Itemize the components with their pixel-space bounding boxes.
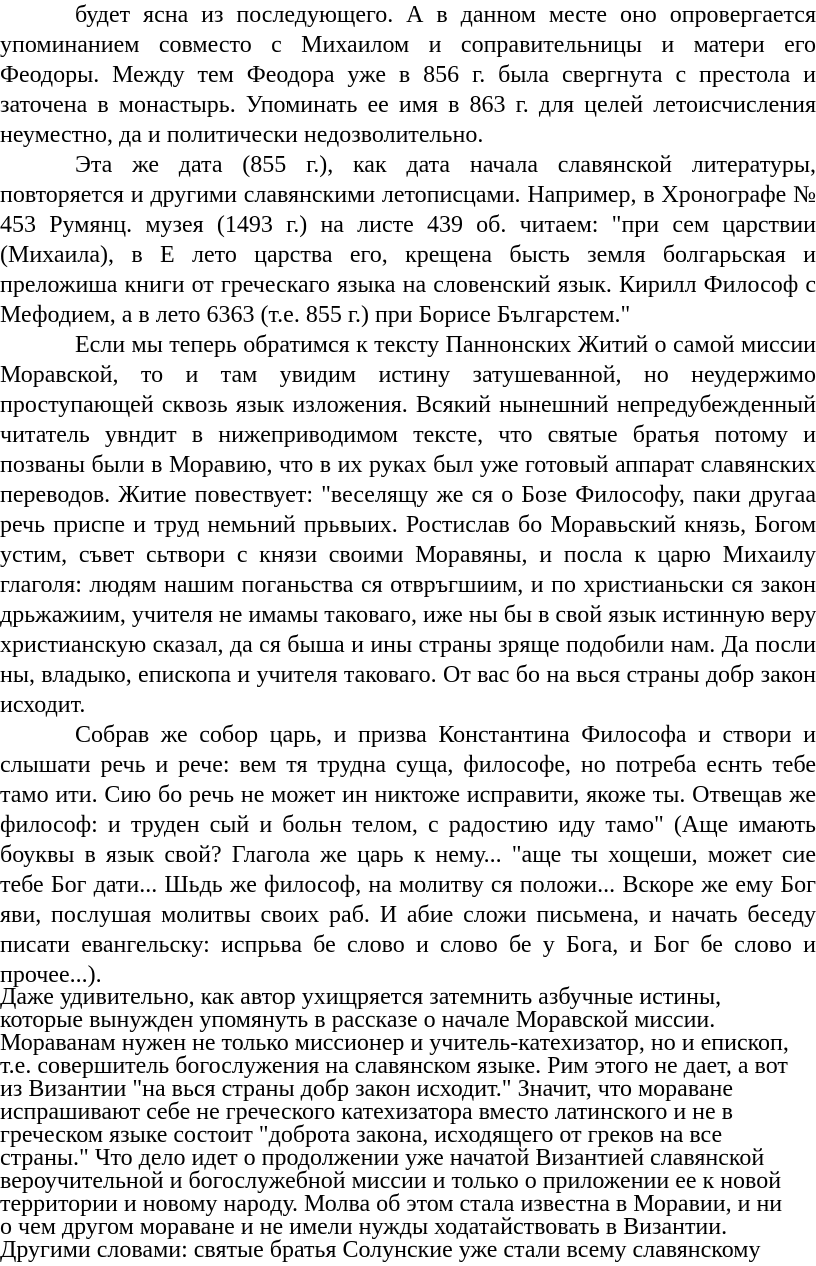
text-line: прочее...). — [0, 962, 102, 988]
text-line: т.е. совершитель богослужения на славянском языке. Рим этого не дает, а вот — [0, 1053, 788, 1079]
text-line: Феодоры. Между тем Феодора уже в 856 г. была свергнута с престола и — [0, 62, 816, 88]
text-line: 453 Румянц. музея (1493 г.) на листе 439 об. читаем: "при сем царствии — [0, 212, 816, 238]
text-line: исходит. — [0, 692, 86, 718]
text-line: упоминанием совместо с Михаилом и соправительницы и матери его — [0, 32, 816, 58]
text-line: проступающей сквозь язык изложения. Всякий нынешний непредубежденный — [0, 392, 816, 418]
text-line: глаголя: людям нашим поганьства ся отвръгшиим, и по христианьски ся закон — [0, 572, 816, 598]
text-line: дрьжажиим, учителя не имамы таковаго, иже ны бы в свой язык истинную веру — [0, 602, 816, 628]
text-line: страны." Что дело идет о продолжении уже начатой Византией славянской — [0, 1145, 765, 1171]
text-line: Мораванам нужен не только миссионер и учитель-катехизатор, но и епископ, — [0, 1030, 789, 1056]
text-line: ны, владыко, епископа и учителя таковаго. От вас бо на вься страны добр закон — [0, 662, 816, 688]
text-line: Эта же дата (855 г.), как дата начала славянской литературы, — [75, 152, 816, 178]
text-line: Мефодием, а в лето 6363 (т.е. 855 г.) при Борисе Българстем." — [0, 302, 631, 328]
text-line: устим, съвет сьтвори с князи своими Моравяны, и посла к царю Михаилу — [0, 542, 816, 568]
text-line: Даже удивительно, как автор ухищряется затемнить азбучные истины, — [0, 984, 722, 1010]
text-line: яви, послушая молитвы своих раб. И абие сложи письмена, и начать беседу — [0, 902, 816, 928]
text-line: заточена в монастырь. Упоминать ее имя в 863 г. для целей летоисчисления — [0, 92, 816, 118]
text-line: позваны были в Моравию, что в их руках был уже готовый аппарат славянских — [0, 452, 816, 478]
text-line: территории и новому народу. Молва об этом стала известна в Моравии, и ни — [0, 1191, 783, 1217]
text-line: философ: и труден сый и больн телом, с радостию иду тамо" (Аще имають — [0, 812, 816, 838]
text-line: тамо ити. Сию бо речь не может ин никтоже исправити, якоже ты. Отвещав же — [0, 782, 816, 808]
text-line: преложиша книги от греческаго языка на словенский язык. Кирилл Философ с — [0, 272, 816, 298]
text-line: испрашивают себе не греческого катехизатора вместо латинского и не в — [0, 1099, 733, 1125]
text-line: писати евангельску: испрьва бе слово и слово бе у Бога, и Бог бе слово и — [0, 932, 816, 958]
text-line: вероучительной и богослужебной миссии и только о приложении ее к новой — [0, 1168, 782, 1194]
text-line: неуместно, да и политически недозволительно. — [0, 122, 484, 148]
text-line: Собрав же собор царь, и призва Константина Философа и створи и — [75, 722, 816, 748]
text-line: которые вынужден упомянуть в рассказе о начале Моравской миссии. — [0, 1007, 716, 1033]
text-line: Если мы теперь обратимся к тексту Паннонских Житий о самой миссии — [75, 332, 816, 358]
text-line: греческом языке состоит "доброта закона, исходящего от греков на все — [0, 1122, 723, 1148]
text-line: Другими словами: святые братья Солунские уже стали всему славянскому — [0, 1237, 761, 1263]
text-line: христианскую сказал, да ся быша и ины страны зряще подобили нам. Да посли — [0, 632, 816, 658]
text-line: из Византии "на вься страны добр закон исходит." Значит, что мораване — [0, 1076, 733, 1102]
text-line: читатель увндит в нижеприводимом тексте, что святые братья потому и — [0, 422, 816, 448]
text-line: слышати речь и рече: вем тя трудна суща, философе, но потреба еснть тебе — [0, 752, 816, 778]
text-line: (Михаила), в Е лето царства его, крещена бысть земля болгарьская и — [0, 242, 816, 268]
text-line: повторяется и другими славянскими летописцами. Например, в Хронографе № — [0, 182, 816, 208]
text-line: о чем другом мораване и не имели нужды ходатайствовать в Византии. — [0, 1214, 728, 1240]
text-line: Моравской, то и там увидим истину затушеванной, но неудержимо — [0, 362, 816, 388]
text-line: речь приспе и труд немьний прьвыих. Ростислав бо Моравьский князь, Богом — [0, 512, 816, 538]
text-line: боуквы в язык свой? Глагола же царь к нему... "аще ты хощеши, может сие — [0, 842, 816, 868]
text-line: будет ясна из последующего. А в данном месте оно опровергается — [75, 2, 816, 28]
text-line: переводов. Житие повествует: "веселящу же ся о Бозе Философу, паки другаа — [0, 482, 816, 508]
text-line: тебе Бог дати... Шьдь же философ, на молитву ся положи... Вскоре же ему Бог — [0, 872, 816, 898]
